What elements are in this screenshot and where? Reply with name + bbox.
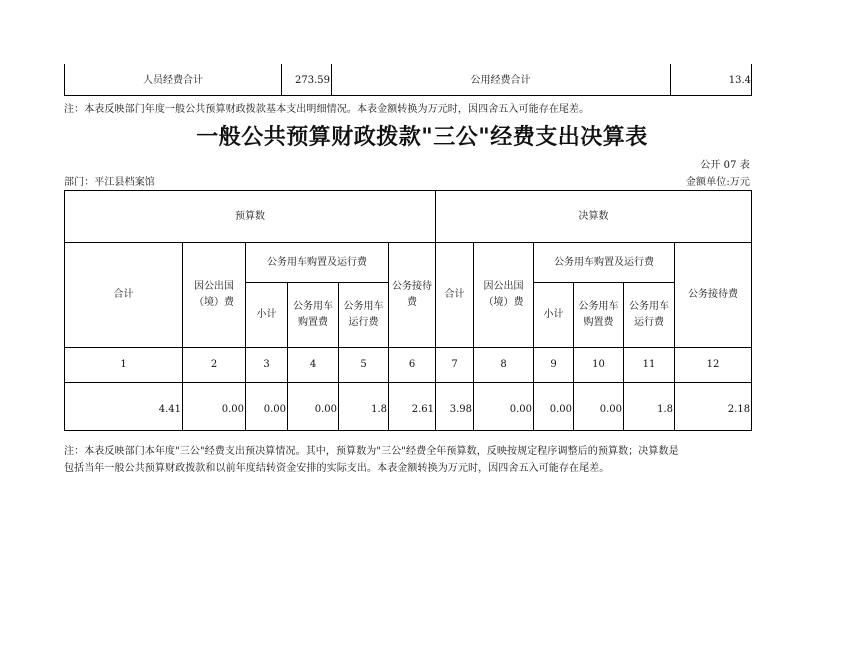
- column-number: 9: [534, 348, 574, 383]
- final-vehicle-group-header: 公务用车购置及运行费: [534, 243, 675, 283]
- budget-abroad-value: 0.00: [183, 383, 246, 431]
- unit-label: 金额单位:万元: [685, 177, 750, 188]
- final-subtotal-value: 0.00: [534, 383, 574, 431]
- column-number: 3: [246, 348, 288, 383]
- final-abroad-header: 因公出国（境）费: [474, 243, 534, 348]
- final-vehicle-purchase-value: 0.00: [574, 383, 624, 431]
- column-number: 8: [474, 348, 534, 383]
- table-row: [65, 383, 752, 431]
- budget-vehicle-purchase-header: 公务用车购置费: [288, 283, 339, 348]
- final-group-header: 决算数: [436, 191, 752, 243]
- personnel-total-value: 273.59: [295, 75, 330, 86]
- column-number: 10: [574, 348, 624, 383]
- final-reception-value: 2.18: [675, 383, 752, 431]
- final-vehicle-operation-value: 1.8: [624, 383, 675, 431]
- personnel-total-label: 人员经费合计: [143, 75, 203, 86]
- page-title: 一般公共预算财政拨款"三公"经费支出决算表: [196, 125, 648, 150]
- final-vehicle-purchase-header: 公务用车购置费: [574, 283, 624, 348]
- column-number: 2: [183, 348, 246, 383]
- budget-total-value: 4.41: [65, 383, 183, 431]
- budget-subtotal-value: 0.00: [246, 383, 288, 431]
- department-label: 部门：平江县档案馆: [64, 177, 155, 188]
- final-vehicle-operation-header: 公务用车运行费: [624, 283, 675, 348]
- column-number: 5: [339, 348, 389, 383]
- budget-vehicle-purchase-value: 0.00: [288, 383, 339, 431]
- budget-group-header: 预算数: [65, 191, 436, 243]
- public-total-label: 公用经费合计: [470, 75, 531, 86]
- column-number: 6: [389, 348, 436, 383]
- column-number: 11: [624, 348, 675, 383]
- final-subtotal-header: 小计: [534, 283, 574, 348]
- final-total-value: 3.98: [436, 383, 474, 431]
- budget-abroad-header: 因公出国（境）费: [183, 243, 246, 348]
- budget-reception-header: 公务接待费: [389, 243, 436, 348]
- table-row: [65, 191, 752, 243]
- bottom-note-line-1: 注：本表反映部门本年度"三公"经费支出预决算情况。其中，预算数为"三公"经费全年预算数，反映按规定程序调整后的预算数；决算数是: [64, 446, 679, 457]
- budget-vehicle-group-header: 公务用车购置及运行费: [246, 243, 389, 283]
- budget-total-header: 合计: [65, 243, 183, 348]
- public-total-value: 13.4: [728, 75, 751, 86]
- top-note: 注：本表反映部门年度一般公共预算财政拨款基本支出明细情况。本表金额转换为万元时，因四舍五入可能存在尾差。: [64, 104, 590, 115]
- three-public-expenses-table: [64, 190, 752, 431]
- column-number: 12: [675, 348, 752, 383]
- table-row: [65, 243, 752, 283]
- final-abroad-value: 0.00: [474, 383, 534, 431]
- budget-subtotal-header: 小计: [246, 283, 288, 348]
- column-number: 4: [288, 348, 339, 383]
- personnel-summary-strip: [64, 64, 752, 96]
- budget-reception-value: 2.61: [389, 383, 436, 431]
- budget-vehicle-operation-value: 1.8: [339, 383, 389, 431]
- final-reception-header: 公务接待费: [675, 243, 752, 348]
- bottom-note-line-2: 包括当年一般公共预算财政拨款和以前年度结转资金安排的实际支出。本表金额转换为万元时，因四舍五入可能存在尾差。: [64, 463, 610, 474]
- final-total-header: 合计: [436, 243, 474, 348]
- form-code: 公开 07 表: [700, 160, 750, 171]
- column-number: 1: [65, 348, 183, 383]
- column-number: 7: [436, 348, 474, 383]
- table-row: [65, 348, 752, 383]
- budget-vehicle-operation-header: 公务用车运行费: [339, 283, 389, 348]
